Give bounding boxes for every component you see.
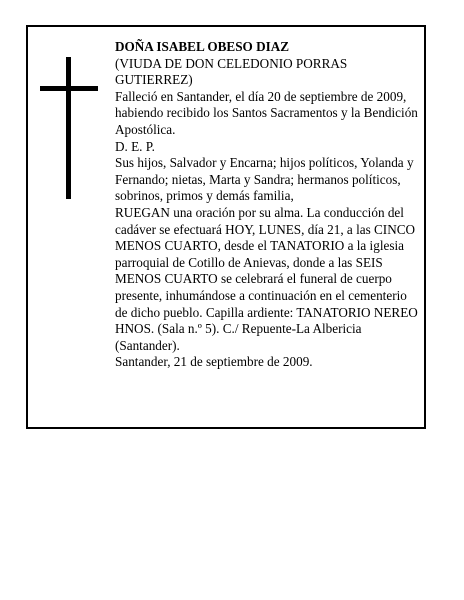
dateline: Santander, 21 de septiembre de 2009. xyxy=(115,354,313,370)
notice-text xyxy=(115,39,421,371)
widow-line: (VIUDA DE DON CELEDONIO PORRAS GUTIERREZ) xyxy=(115,55,348,88)
death-announcement: Falleció en Santander, el día 20 de septiembre de 2009, habiendo recibido los Santos Sacramentos y la Bendición Apostólica. xyxy=(115,88,418,137)
obituary-notice xyxy=(26,25,426,429)
family-list: Sus hijos, Salvador y Encarna; hijos políticos, Yolanda y Fernando; nietas, Marta y Sandra; hermanos políticos, sobrinos, primos y demás familia, xyxy=(115,155,414,204)
cross-vertical-bar xyxy=(66,57,71,199)
funeral-details: RUEGAN una oración por su alma. La conducción del cadáver se efectuará HOY, LUNES, día 21, a las CINCO MENOS CUARTO, desde el TANATORIO a la iglesia parroquial de Cotillo de Anievas, donde a las SEIS MENOS CUARTO se celebrará el funeral de cuerpo presente, inhumándose a continuación en el cementerio de dicho pueblo. Capilla ardiente: TANATORIO NEREO HNOS. (Sala n.º 5). C./ Repuente-La Albericia (Santander). xyxy=(115,204,418,353)
rip-line: D. E. P. xyxy=(115,138,155,154)
cross-icon xyxy=(40,57,98,199)
cross-horizontal-bar xyxy=(40,86,98,91)
deceased-name: DOÑA ISABEL OBESO DIAZ xyxy=(115,39,290,54)
